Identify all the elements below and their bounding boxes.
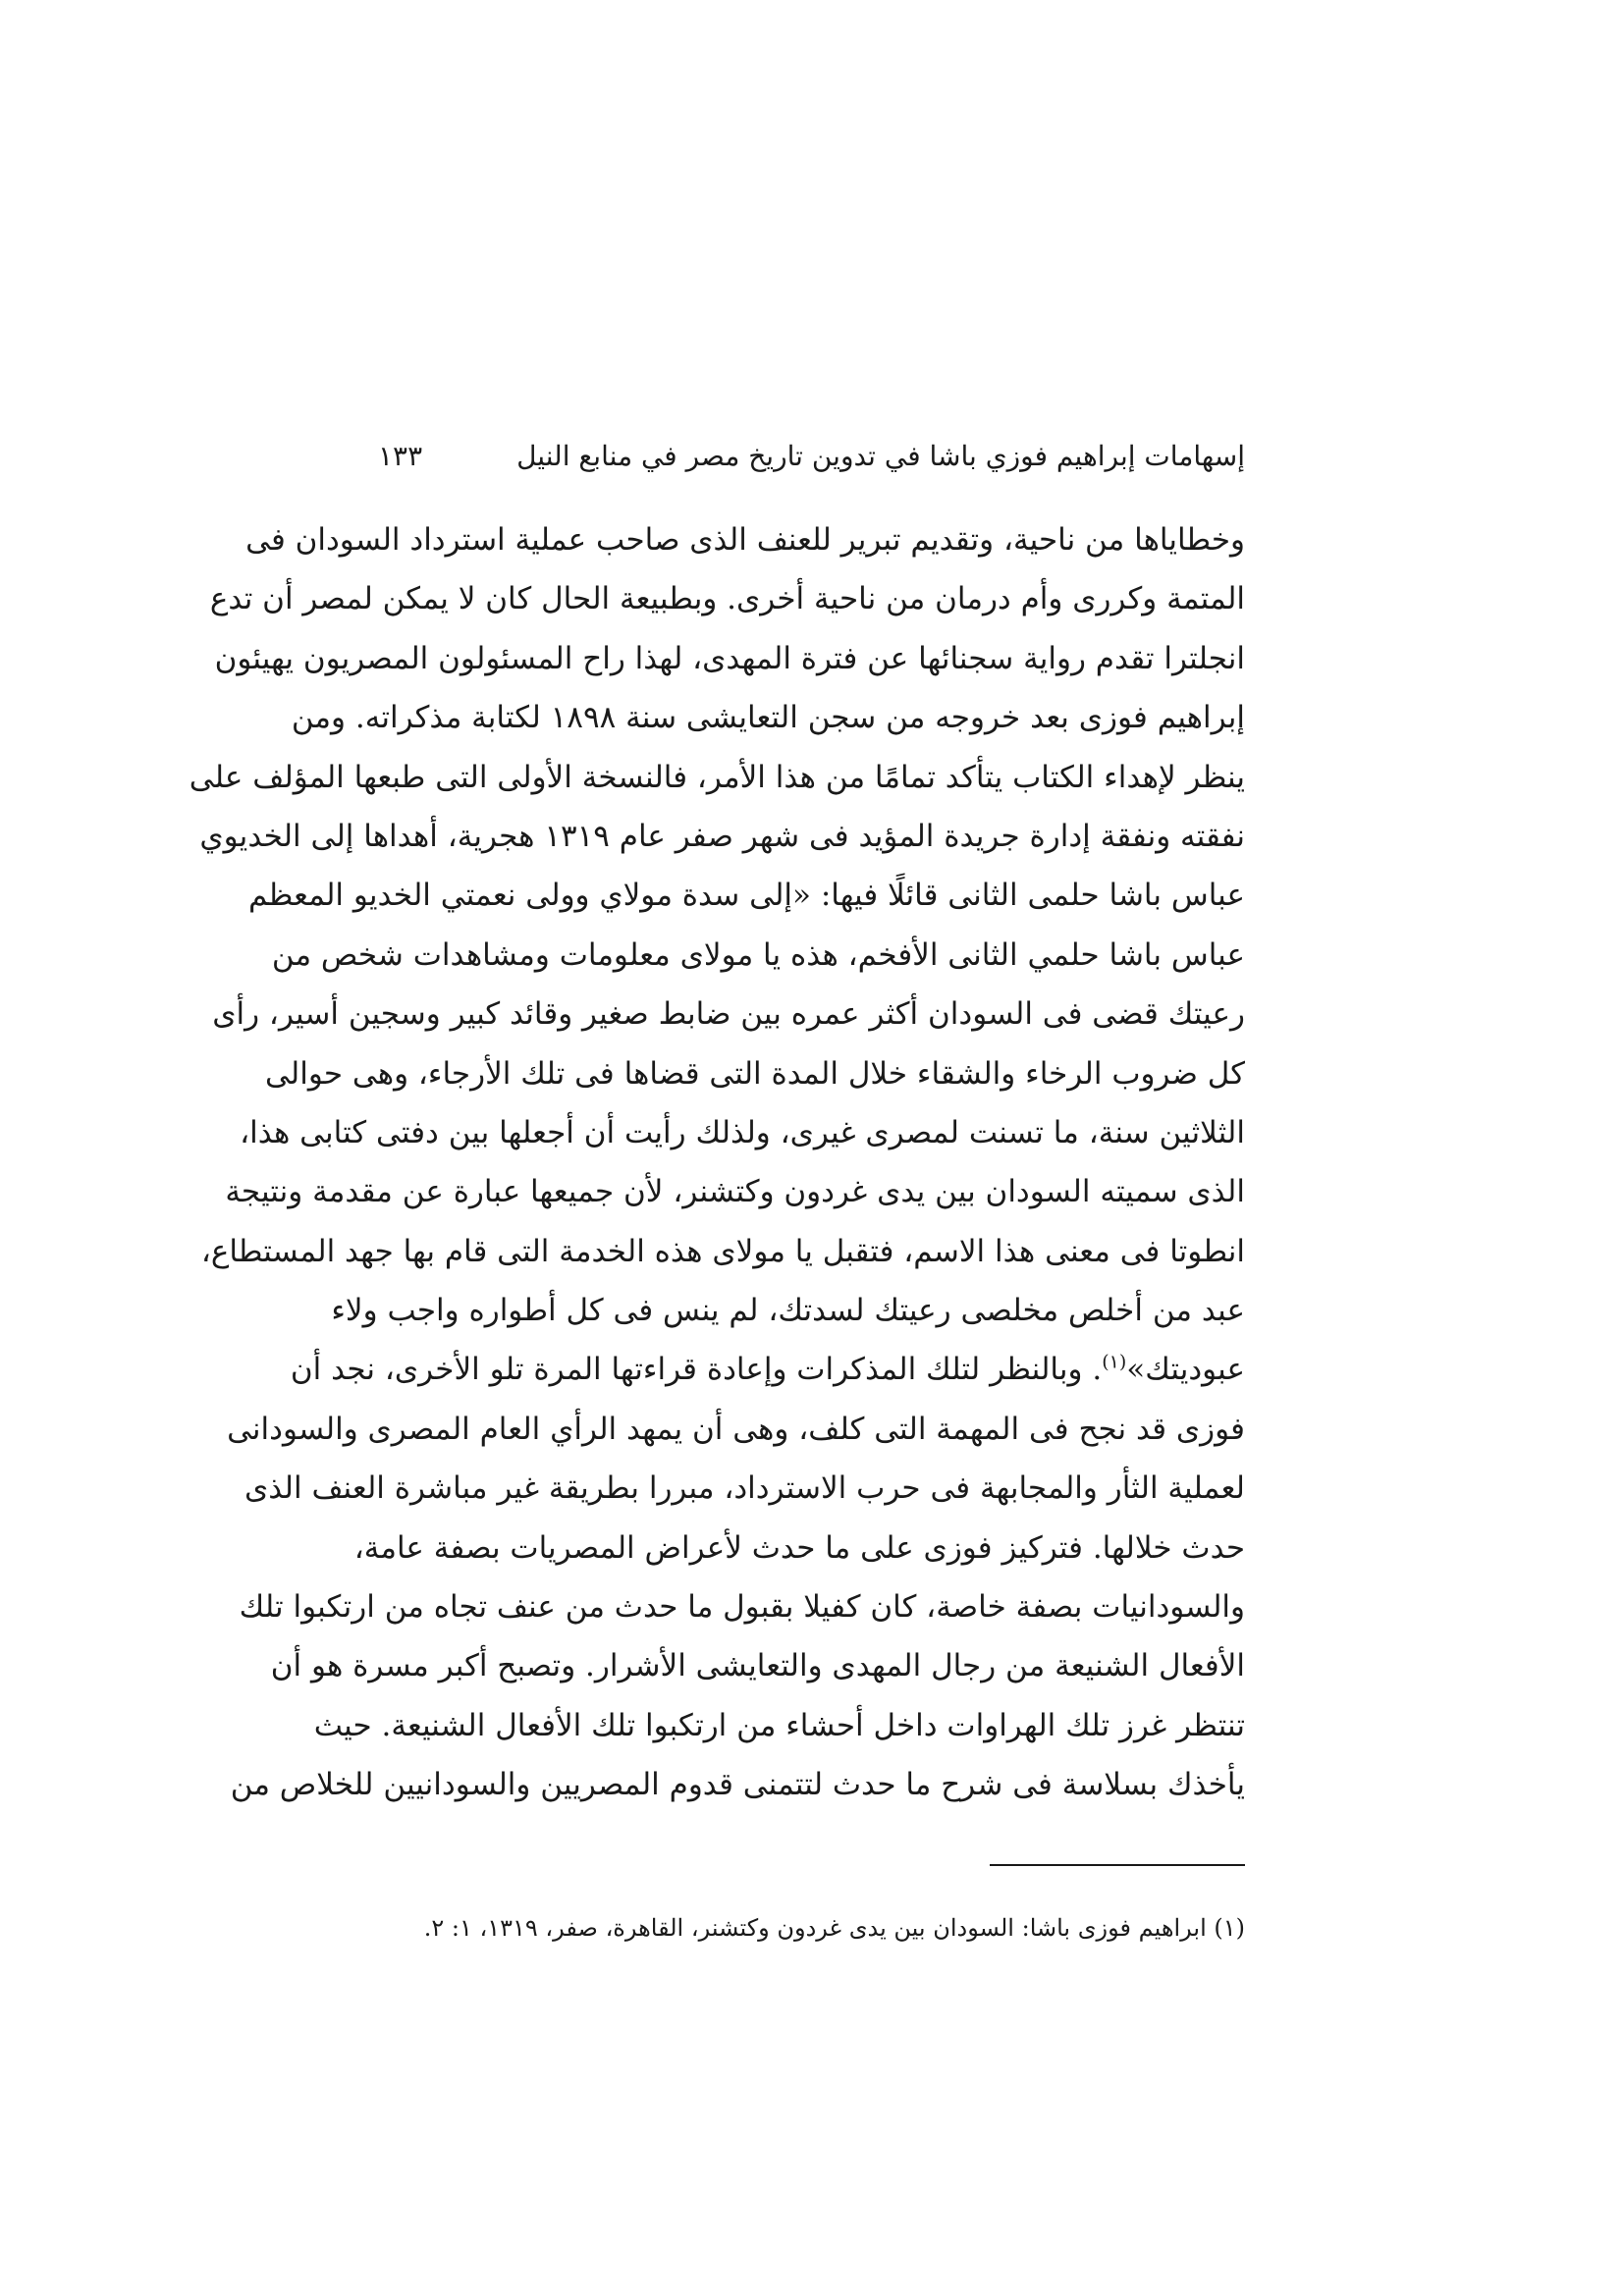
body-line-start: عبوديتك» <box>1126 1352 1245 1388</box>
body-line: الأفعال الشنيعة من رجال المهدى والتعايشى الأشرار. وتصبح أكبر مسرة هو أن <box>270 1648 1245 1684</box>
body-line: انطوتا فى معنى هذا الاسم، فتقبل يا مولاى هذه الخدمة التى قام بها جهد المستطاع، <box>200 1233 1245 1269</box>
body-line: نفقته ونفقة إدارة جريدة المؤيد فى شهر صفر عام ١٣١٩ هجرية، أهداها إلى الخديوي <box>199 818 1245 854</box>
body-line: ينظر لإهداء الكتاب يتأكد تمامًا من هذا الأمر، فالنسخة الأولى التى طبعها المؤلف على <box>189 759 1245 795</box>
body-line: الذى سميته السودان بين يدى غردون وكتشنر، لأن جميعها عبارة عن مقدمة ونتيجة <box>225 1174 1245 1210</box>
body-line: تنتظر غرز تلك الهراوات داخل أحشاء من ارتكبوا تلك الأفعال الشنيعة. حيث <box>313 1707 1245 1743</box>
body-line: حدث خلالها. فتركيز فوزى على ما حدث لأعراض المصريات بصفة عامة، <box>353 1529 1245 1566</box>
body-paragraph <box>189 510 1245 1815</box>
body-line: عبد من أخلص مخلصى رعيتك لسدتك، لم ينس فى كل أطواره واجب ولاء <box>331 1293 1245 1329</box>
body-line: وخطاياها من ناحية، وتقديم تبرير للعنف الذى صاحب عملية استرداد السودان فى <box>245 522 1245 558</box>
body-line: الثلاثين سنة، ما تسنت لمصرى غيرى، ولذلك رأيت أن أجعلها بين دفتى كتابى هذا، <box>240 1114 1245 1150</box>
body-line: عباس باشا حلمي الثانى الأفخم، هذه يا مولاى معلومات ومشاهدات شخص من <box>271 936 1245 973</box>
body-line: المتمة وكررى وأم درمان من ناحية أخرى. وبطبيعة الحال كان لا يمكن لمصر أن تدع <box>209 581 1245 617</box>
body-line: رعيتك قضى فى السودان أكثر عمره بين ضابط صغير وقائد كبير وسجين أسير، رأى <box>212 996 1245 1033</box>
body-line: عباس باشا حلمى الثانى قائلًا فيها: «إلى سدة مولاي وولى نعمتي الخديو المعظم <box>248 878 1245 914</box>
page-number: ١٣٣ <box>378 440 423 472</box>
body-line: لعملية الثأر والمجابهة فى حرب الاسترداد، مبررا بطريقة غير مباشرة العنف الذى <box>244 1470 1245 1507</box>
body-line-with-footnote <box>290 1340 1245 1399</box>
body-line: والسودانيات بصفة خاصة، كان كفيلا بقبول ما حدث من عنف تجاه من ارتكبوا تلك <box>239 1589 1245 1626</box>
footnote-separator <box>990 1864 1245 1866</box>
footnote: (١) ابراهيم فوزى باشا: السودان بين يدى غردون وكتشنر، القاهرة، صفر، ١٣١٩، ١: ٢. <box>423 1914 1245 1942</box>
footnote-reference: (١) <box>1102 1352 1127 1374</box>
running-title: إسهامات إبراهيم فوزي باشا في تدوين تاريخ مصر في منابع النيل <box>516 440 1245 472</box>
body-line: يأخذك بسلاسة فى شرح ما حدث لتتمنى قدوم المصريين والسودانيين للخلاص من <box>230 1767 1245 1803</box>
running-header <box>378 432 1245 481</box>
body-line: كل ضروب الرخاء والشقاء خلال المدة التى قضاها فى تلك الأرجاء، وهى حوالى <box>264 1055 1245 1092</box>
body-line: إبراهيم فوزى بعد خروجه من سجن التعايشى سنة ١٨٩٨ لكتابة مذكراته. ومن <box>291 700 1245 736</box>
body-line: فوزى قد نجح فى المهمة التى كلف، وهى أن يمهد الرأي العام المصرى والسودانى <box>227 1411 1245 1447</box>
body-line-rest: . وبالنظر لتلك المذكرات وإعادة قراءتها المرة تلو الأخرى، نجد أن <box>290 1352 1103 1388</box>
body-line: انجلترا تقدم رواية سجنائها عن فترة المهدى، لهذا راح المسئولون المصريون يهيئون <box>214 640 1245 676</box>
